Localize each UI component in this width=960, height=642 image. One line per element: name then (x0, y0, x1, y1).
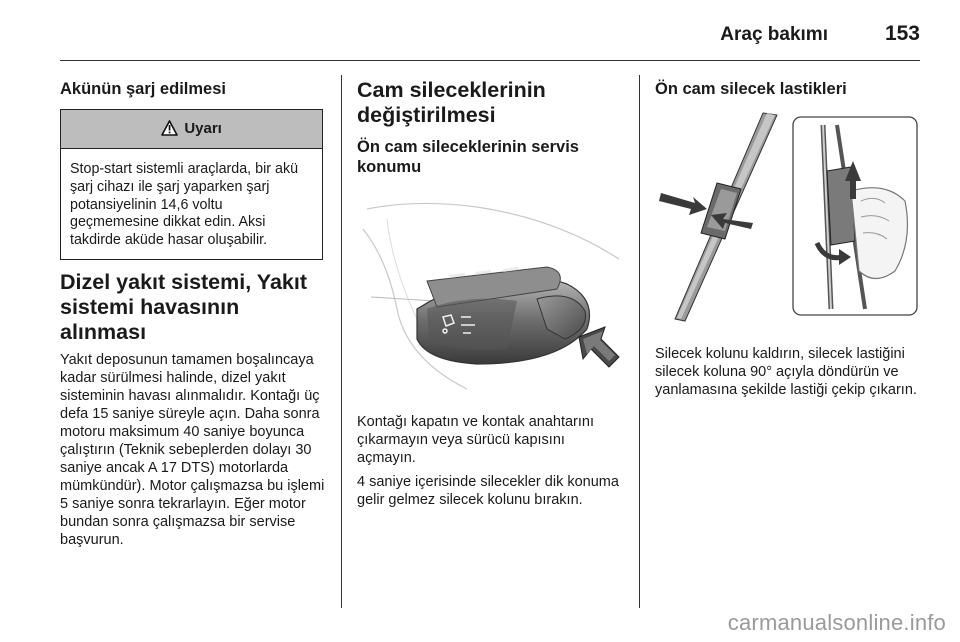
watermark: carmanualsonline.info (727, 610, 946, 635)
service-para-1: Kontağı kapatın ve kontak anahtarını çıkarmayın veya sürücü kapısını açmayın. (357, 414, 594, 466)
wiper-stalk-illustration (357, 189, 623, 401)
warning-box (60, 109, 323, 260)
wiper-blade-illustration (655, 111, 921, 325)
wiper-replacement-heading: Cam sileceklerinin değiştirilmesi (357, 78, 546, 127)
column-1 (60, 75, 326, 549)
service-para-2: 4 saniye içerisinde silecekler dik konuma gelir gelmez silecek kolunu bırakın. (357, 474, 619, 508)
page-header (60, 18, 920, 48)
header-rule (60, 60, 920, 61)
battery-charging-heading: Akünün şarj edilmesi (60, 80, 226, 98)
warning-title: Uyarı (184, 120, 222, 137)
wiper-blades-body: Silecek kolunu kaldırın, silecek lastiğini silecek koluna 90° açıyla döndürün ve yanlamasına şekilde lastiği çekip çıkarın. (655, 346, 917, 398)
warning-text: Stop-start sistemli araçlarda, bir akü şarj cihazı ile şarj yaparken şarj potansiyelinin 14,6 voltu geçmemesine dikkat edin. Aksi takdirde aküde hasar oluşabilir. (70, 161, 299, 249)
diesel-body: Yakıt deposunun tamamen boşalıncaya kadar sürülmesi halinde, dizel yakıt sisteminin havası alınmalıdır. Kontağı üç defa 15 saniye süreyle açın. Daha sonra motoru maksimum 40 saniye boyunca çalıştırın (Teknik sebeplerden dolayı 30 saniye ancak A 17 DTS) motorlarda mümkündür). Motor çalışmazsa bu işlemi 5 saniye sonra tekrarlayın. Eğer motor bundan sonra çalışmazsa bir servise başvurun. (60, 351, 325, 548)
warning-header (61, 110, 322, 149)
blade-detail-inset (793, 117, 917, 315)
section-title: Araç bakımı (720, 24, 828, 45)
diesel-heading: Dizel yakıt sistemi, Yakıt sistemi havasının alınması (60, 269, 307, 344)
column-divider-1 (341, 75, 342, 608)
column-divider-2 (639, 75, 640, 608)
service-position-heading: Ön cam sileceklerinin servis konumu (357, 138, 579, 176)
page-number: 153 (884, 22, 920, 45)
column-2 (357, 75, 625, 509)
wiper-blades-heading: Ön cam silecek lastikleri (655, 80, 847, 98)
warning-triangle-icon (161, 120, 178, 136)
column-3 (655, 75, 920, 399)
